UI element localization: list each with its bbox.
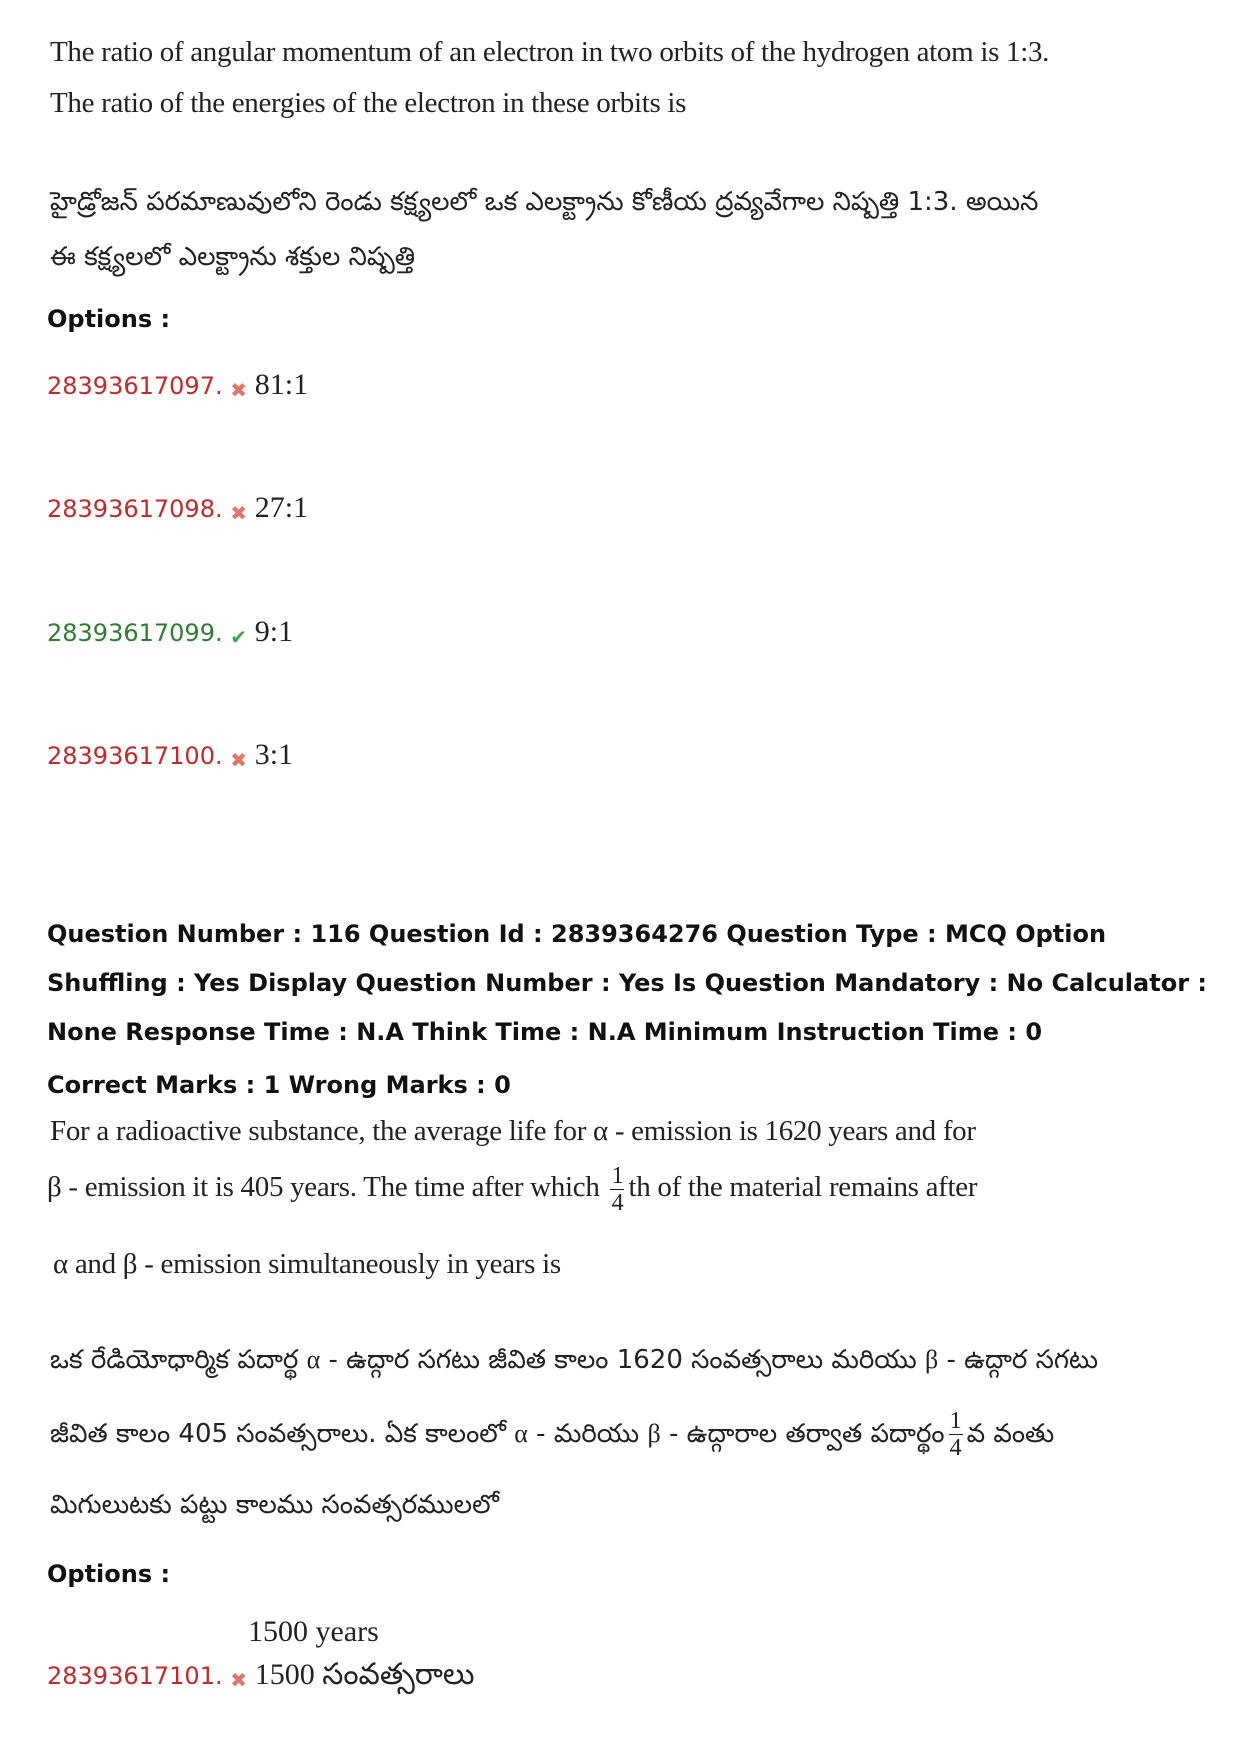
fraction-one-fourth: $\frac{1}{4}$ (611, 1163, 624, 1216)
cross-icon: ✖ (230, 377, 248, 402)
question-text-te-line2: జీవిత కాలం 405 సంవత్సరాలు. ఏక కాలంలో α - మరియు β - ఉద్గారాల తర్వాత పదార్థం $\frac{1}{4}$ వ వంతు (50, 1408, 1055, 1461)
option-id: 28393617101. (47, 1662, 223, 1690)
question-text-te-line2: ఈ కక్ష్యలలో ఎలక్ట్రాను శక్తుల నిష్పత్తి (50, 242, 416, 272)
option-id: 28393617099. (47, 619, 223, 647)
option-id: 28393617098. (47, 495, 223, 523)
option-row[interactable] (47, 368, 308, 402)
question-text-en-line1: The ratio of angular momentum of an electron in two orbits of the hydrogen atom is 1:3. (50, 36, 1050, 68)
option-id: 28393617097. (47, 372, 223, 400)
option-value-en: 1500 years (248, 1615, 379, 1648)
cross-icon: ✖ (230, 500, 248, 525)
option-row[interactable] (47, 615, 293, 649)
cross-icon: ✖ (230, 747, 248, 772)
option-value: 9:1 (254, 615, 294, 648)
check-icon: ✔ (230, 624, 248, 649)
option-row[interactable] (47, 491, 308, 525)
option-row[interactable] (47, 1658, 475, 1699)
option-id: 28393617100. (47, 742, 223, 770)
options-label: Options : (47, 1560, 171, 1588)
question-text-en-line2: The ratio of the energies of the electron in these orbits is (50, 87, 687, 119)
cross-icon: ✖ (230, 1667, 248, 1692)
option-value: 3:1 (254, 738, 294, 771)
options-label: Options : (47, 305, 171, 333)
question-text-en-line2: β - emission it is 405 years. The time after which $\frac{1}{4}$ th of the material remains after (47, 1163, 978, 1216)
question-text-te-line1: హైడ్రోజన్ పరమాణువులోని రెండు కక్ష్యలలో ఒక ఎలక్ట్రాను కోణీయ ద్రవ్యవేగాల నిష్పత్తి 1:3. అయిన (50, 187, 1039, 217)
marks-info: Correct Marks : 1 Wrong Marks : 0 (47, 1071, 511, 1099)
option-value: 27:1 (254, 491, 309, 524)
question-text-te-line1: ఒక రేడియోధార్మిక పదార్థ α - ఉద్గార సగటు జీవిత కాలం 1620 సంవత్సరాలు మరియు β - ఉద్గార సగటు (50, 1345, 1099, 1375)
question-text-te-line3: మిగులుటకు పట్టు కాలము సంవత్సరములలో (50, 1490, 499, 1520)
option-value-te: 1500 సంవత్సరాలు (254, 1658, 475, 1691)
option-row[interactable] (47, 738, 293, 772)
fraction-one-fourth: $\frac{1}{4}$ (949, 1408, 962, 1461)
question-text-en-line3: α and β - emission simultaneously in years is (53, 1248, 561, 1280)
question-text-en-line1: For a radioactive substance, the average life for α - emission is 1620 years and for (50, 1115, 976, 1147)
question-metadata: Question Number : 116 Question Id : 2839364276 Question Type : MCQ Option Shuffling : Yes Display Question Number : Yes Is Question Mandatory : No Calculator : None Response Time : N.A Think Time : N.A Minimum Instruction Time : 0 (47, 920, 1207, 1046)
option-value: 81:1 (254, 368, 309, 401)
